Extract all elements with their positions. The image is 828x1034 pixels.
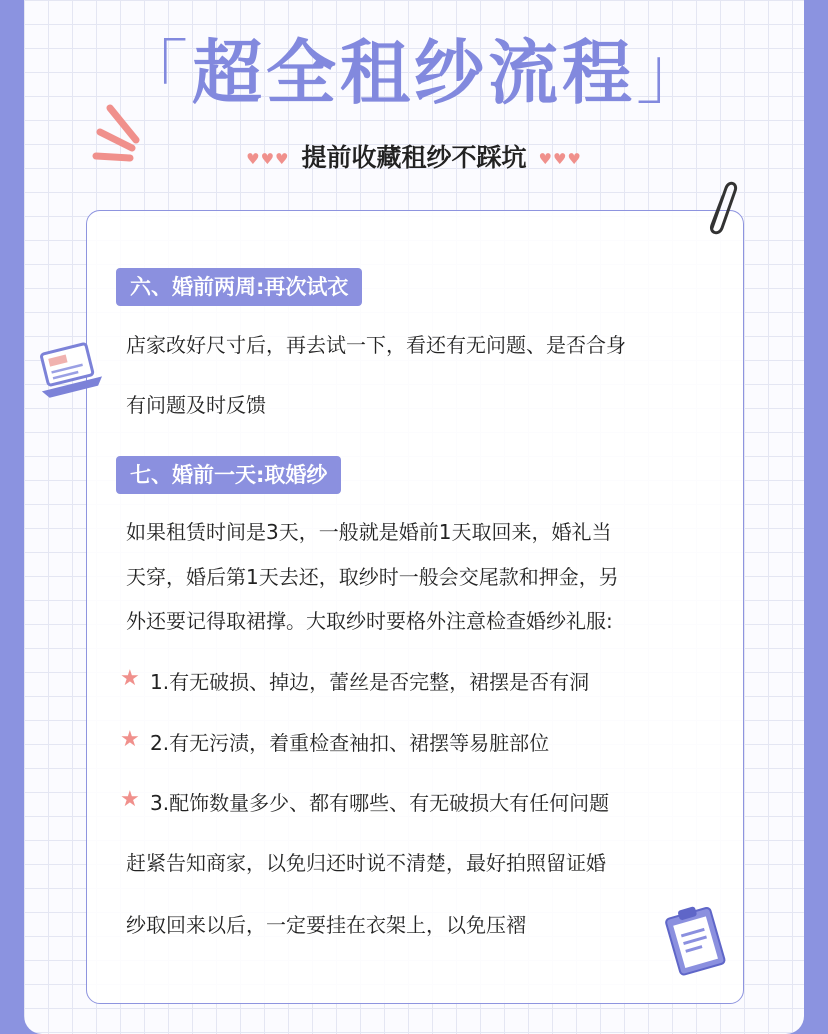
check-item-2: 2.有无污渍，着重检查袖扣、裙摆等易脏部位	[150, 731, 550, 755]
section-6-title: 六、婚前两周:再次试衣	[116, 268, 362, 306]
hearts-left-icon: ♥♥♥	[246, 150, 290, 168]
hearts-right-icon: ♥♥♥	[538, 150, 582, 168]
check-item-1: 1.有无破损、掉边，蕾丝是否完整，裙摆是否有洞	[150, 670, 590, 694]
subtitle-row	[0, 138, 828, 179]
paperclip-icon	[700, 178, 740, 244]
star-icon: ★	[120, 787, 140, 812]
closing-line-1: 赶紧告知商家，以免归还时说不清楚，最好拍照留证婚	[126, 851, 606, 875]
section-7-line-3: 外还要记得取裙撑。大取纱时要格外注意检查婚纱礼服:	[126, 609, 613, 633]
star-icon: ★	[120, 727, 140, 752]
title-bracket-right: 」	[636, 32, 710, 114]
check-item-3: 3.配饰数量多少、都有哪些、有无破损大有任何问题	[150, 791, 610, 815]
title-bracket-left: 「	[118, 32, 192, 114]
title-text: 超全租纱流程	[192, 32, 636, 114]
section-6-line-2: 有问题及时反馈	[126, 393, 266, 417]
section-7-title: 七、婚前一天:取婚纱	[116, 456, 341, 494]
clipboard-icon	[656, 900, 736, 980]
closing-line-2: 纱取回来以后，一定要挂在衣架上，以免压褶	[126, 913, 526, 937]
section-7-line-1: 如果租赁时间是3天，一般就是婚前1天取回来，婚礼当	[126, 520, 612, 544]
section-6-line-1: 店家改好尺寸后，再去试一下，看还有无问题、是否合身	[126, 333, 626, 357]
section-7-line-2: 天穿，婚后第1天去还，取纱时一般会交尾款和押金，另	[126, 565, 619, 589]
laptop-icon	[34, 340, 106, 404]
star-icon: ★	[120, 666, 140, 691]
subtitle: 提前收藏租纱不踩坑	[301, 143, 527, 172]
